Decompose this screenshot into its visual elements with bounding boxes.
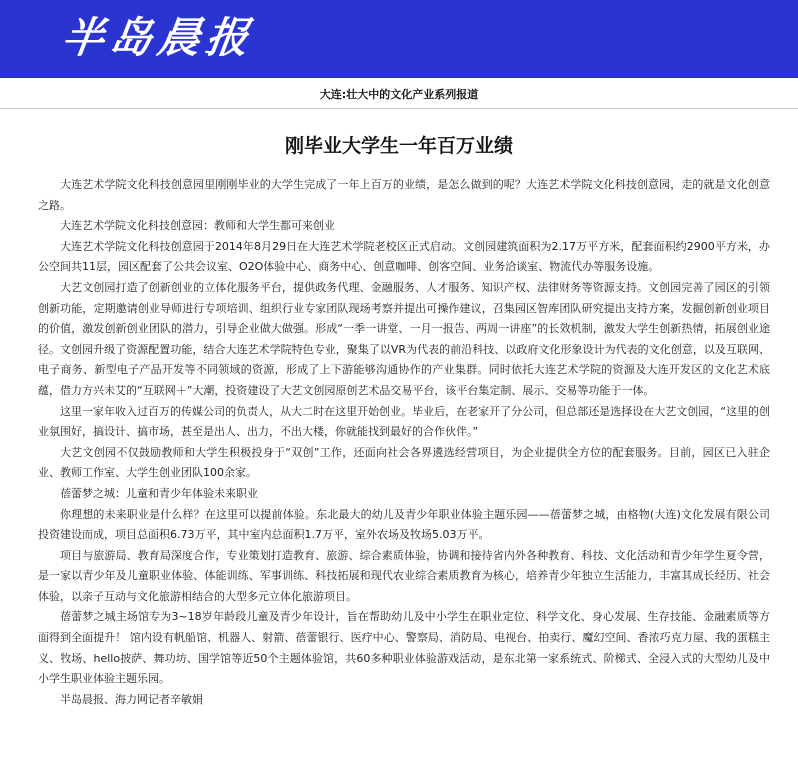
article-body	[38, 175, 770, 710]
paragraph: 蓓蕾梦之城主场馆专为3~18岁年龄段儿童及青少年设计，旨在帮助幼儿及中小学生在职业定位、科学文化、身心发展、生存技能、金融素质等方面得到全面提升！ 馆内设有帆船馆、机器人、射箭、蓓蕾银行、医疗中心、警察局、消防局、电视台、拍卖行、魔幻空间、香浓巧克力屋、我的蛋糕主义、牧场、hello披萨、舞功坊、国学馆等近50个主题体验馆，共60多种职业体验游戏活动，是东北第一家系统式、阶梯式、全浸入式的大型幼儿及中小学生职业体验主题乐园。	[38, 610, 770, 686]
divider	[0, 108, 798, 109]
masthead	[0, 0, 798, 78]
paragraph: 大艺文创园不仅鼓励教师和大学生积极投身于“双创”工作，还面向社会各界遴选经营项目，为企业提供全方位的配套服务。目前，园区已入驻企业、教师工作室、大学生创业团队100余家。	[38, 445, 770, 480]
byline: 半岛晨报、海力网记者辛敏娟	[60, 692, 203, 706]
paragraph: 大连艺术学院文化科技创意园于2014年8月29日在大连艺术学院老校区正式启动。文创园建筑面积为2.17万平方米，配套面积约2900平方米，办公空间共11层，园区配套了公共会议室、O2O体验中心、商务中心、创意咖啡、创客空间、业务洽谈室、物流代办等服务设施。	[38, 239, 770, 274]
series-label: 大连:壮大中的文化产业系列报道	[319, 88, 479, 101]
paragraph: 大艺文创园打造了创新创业的立体化服务平台，提供政务代理、金融服务、人才服务、知识产权、法律财务等资源支持。文创园完善了园区的引领创新功能，定期邀请创业导师进行专项培训、组织行业专家团队现场考察并提出可操作建议，召集园区智库团队研究提出支持方案，发掘创新创业项目的价值，激发创新创业团队的潜力，引导企业做大做强。形成“一季一讲堂、一月一报告、两周一讲座”的长效机制，激发大学生创新热情，拓展创业途径。文创园升级了资源配置功能，结合大连艺术学院特色专业，聚集了以VR为代表的前沿科技、以政府文化形象设计为代表的文化创意，以及互联网、电子商务、新型电子产品开发等不同领域的资源，形成了上下游能够沟通协作的产业集群。同时依托大连艺术学院的资源及大连开发区的文化艺术底蕴，借力方兴未艾的“互联网＋”大潮，投资建设了大艺文创园原创艺术品交易平台，该平台集定制、展示、交易等功能于一体。	[38, 280, 770, 397]
paragraph-intro: 大连艺术学院文化科技创意园里刚刚毕业的大学生完成了一年上百万的业绩，是怎么做到的呢？大连艺术学院文化科技创意园，走的就是文化创意之路。	[38, 178, 770, 212]
paragraph: 你理想的未来职业是什么样？在这里可以提前体验。东北最大的幼儿及青少年职业体验主题乐园——蓓蕾梦之城，由格物(大连)文化发展有限公司投资建设而成，项目总面积6.73万平，其中室内总面积1.7万平，室外农场及牧场5.03万平。	[38, 507, 770, 542]
subheading-dalian-art-college: 大连艺术学院文化科技创意园：教师和大学生都可来创业	[60, 219, 335, 233]
paragraph: 这里一家年收入过百万的传媒公司的负责人，从大二时在这里开始创业。毕业后，在老家开了分公司，但总部还是选择设在大艺文创园，“这里的创业氛围好，搞设计、搞市场，甚至是出人、出力，不出大楼，你就能找到最好的合作伙伴。”	[38, 404, 770, 439]
subheading-beilei-dream-city: 蓓蕾梦之城：儿童和青少年体验未来职业	[60, 486, 258, 500]
article-title: 刚毕业大学生一年百万业绩	[284, 135, 513, 157]
newspaper-logo: 半岛晨报	[58, 13, 258, 62]
paragraph: 项目与旅游局、教育局深度合作，专业策划打造教育、旅游、综合素质体验，协调和接待省内外各种教育、科技、文化活动和青少年学生夏令营，是一家以青少年及儿童职业体验、体能训练、军事训练、科技拓展和现代农业综合素质教育为核心，培养青少年独立生活能力，丰富其成长经历、社会体验，以亲子互动与文化旅游相结合的大型多元立体化旅游项目。	[38, 548, 770, 603]
